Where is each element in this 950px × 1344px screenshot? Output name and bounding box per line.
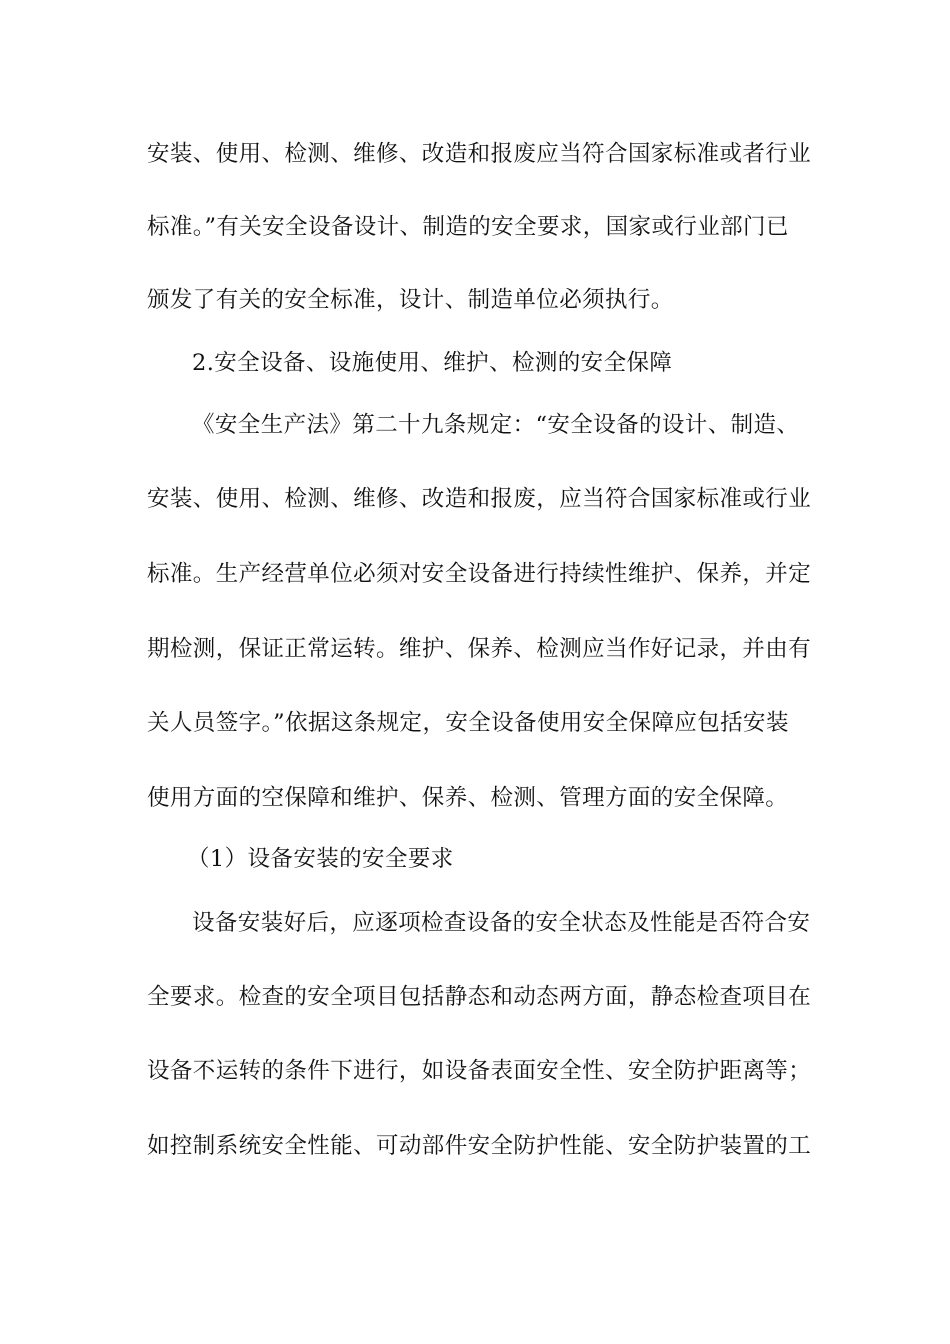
paragraph-line: 设备不运转的条件下进行，如设备表面安全性、安全防护距离等； bbox=[147, 1058, 812, 1084]
subsection-heading: （1）设备安装的安全要求 bbox=[187, 846, 454, 872]
paragraph-line: 《安全生产法》第二十九条规定：“安全设备的设计、制造、 bbox=[192, 412, 800, 438]
paragraph-line: 安装、使用、检测、维修、改造和报废，应当符合国家标准或行业 bbox=[147, 486, 812, 512]
paragraph-line: 设备安装好后，应逐项检查设备的安全状态及性能是否符合安 bbox=[192, 910, 811, 936]
section-heading: 2.安全设备、设施使用、维护、检测的安全保障 bbox=[192, 350, 673, 376]
paragraph-line: 标准。”有关安全设备设计、制造的安全要求，国家或行业部门已 bbox=[147, 214, 789, 240]
paragraph-line: 期检测，保证正常运转。维护、保养、检测应当作好记录，并由有 bbox=[147, 636, 812, 662]
paragraph-line: 全要求。检查的安全项目包括静态和动态两方面，静态检查项目在 bbox=[147, 984, 812, 1010]
paragraph-line: 使用方面的空保障和维护、保养、检测、管理方面的安全保障。 bbox=[147, 785, 789, 811]
paragraph-line: 标准。生产经营单位必须对安全设备进行持续性维护、保养，并定 bbox=[147, 561, 812, 587]
paragraph-line: 关人员签字。”依据这条规定，安全设备使用安全保障应包括安装 bbox=[147, 710, 789, 736]
paragraph-line: 颁发了有关的安全标准，设计、制造单位必须执行。 bbox=[147, 287, 674, 313]
paragraph-line: 如控制系统安全性能、可动部件安全防护性能、安全防护装置的工 bbox=[147, 1133, 812, 1159]
paragraph-line: 安装、使用、检测、维修、改造和报废应当符合国家标准或者行业 bbox=[147, 141, 812, 167]
